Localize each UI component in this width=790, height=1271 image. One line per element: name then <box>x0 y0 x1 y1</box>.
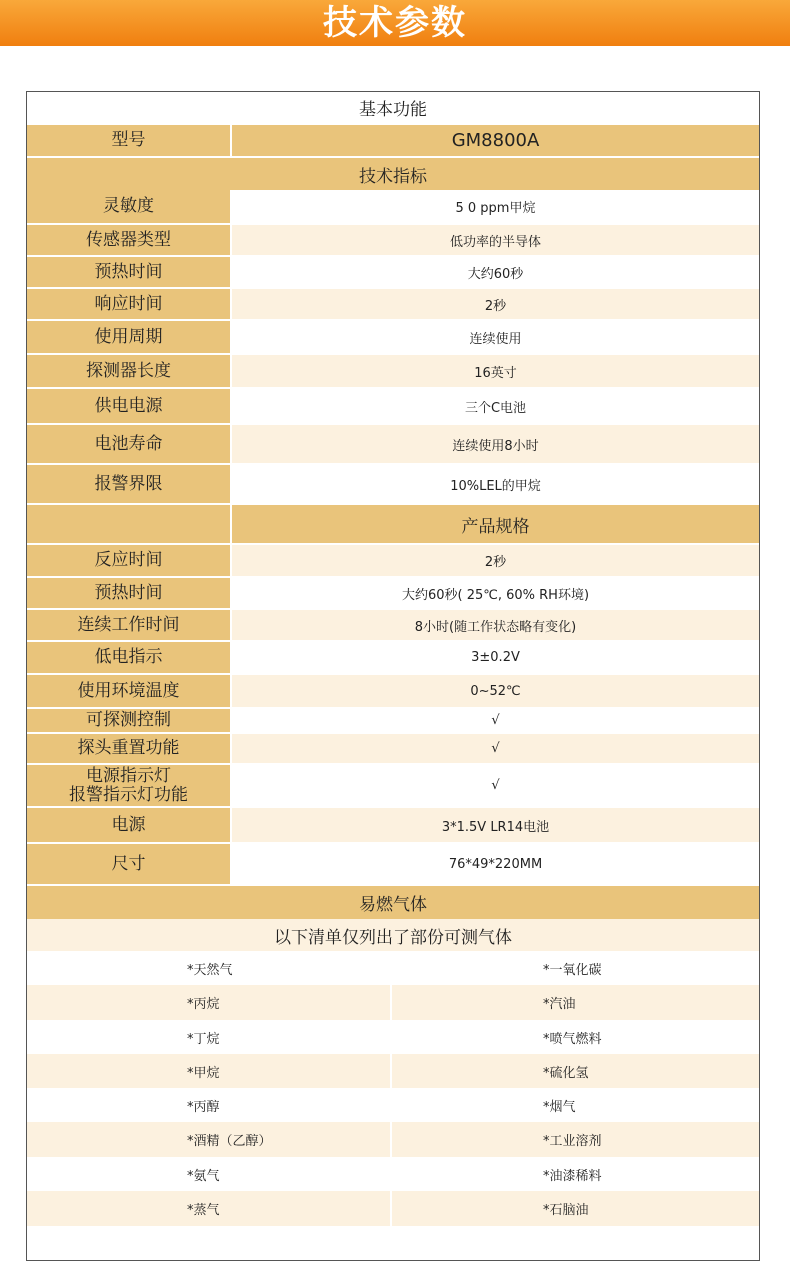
spec-label: 尺寸 <box>27 844 230 886</box>
model-row <box>27 123 759 156</box>
spec-value: 0~52℃ <box>232 675 759 709</box>
spec-label: 反应时间 <box>27 545 230 578</box>
gas-item: *丙烷 <box>27 985 392 1020</box>
title-banner <box>0 0 790 46</box>
tech-value: 大约60秒 <box>232 257 759 289</box>
gas-item: *汽油 <box>543 997 576 1012</box>
tech-label: 使用周期 <box>27 321 230 355</box>
gas-row <box>27 951 759 985</box>
tech-label: 预热时间 <box>27 257 230 289</box>
spec-row <box>27 642 759 675</box>
tech-row <box>27 225 759 257</box>
gas-row <box>27 1088 759 1122</box>
spec-value: √ <box>232 765 759 808</box>
spec-value: 3±0.2V <box>232 642 759 675</box>
tech-value: 10%LEL的甲烷 <box>232 465 759 505</box>
spec-row <box>27 808 759 844</box>
spec-label: 使用环境温度 <box>27 675 230 709</box>
tech-row <box>27 257 759 289</box>
spec-label: 低电指示 <box>27 642 230 675</box>
tech-value: 2秒 <box>232 289 759 321</box>
tech-row <box>27 321 759 355</box>
gas-item: *一氧化碳 <box>543 962 602 978</box>
page-title: 技术参数 <box>323 3 467 43</box>
spec-value: 大约60秒( 25℃, 60% RH环境) <box>232 578 759 610</box>
spec-table <box>26 91 760 1261</box>
gas-item: *喷气燃料 <box>543 1031 602 1047</box>
model-label: 型号 <box>27 123 230 156</box>
tech-value: 连续使用 <box>232 321 759 355</box>
spec-label: 可探测控制 <box>27 709 230 734</box>
gas-item: *石脑油 <box>543 1203 589 1218</box>
gas-item: *工业溶剂 <box>543 1134 602 1149</box>
spec-value: 3*1.5V LR14电池 <box>232 808 759 844</box>
spec-value: √ <box>232 709 759 734</box>
spec-row <box>27 734 759 765</box>
spec-header-blank <box>27 505 230 545</box>
spec-label: 连续工作时间 <box>27 610 230 642</box>
model-value: GM8800A <box>232 123 759 156</box>
tech-row <box>27 425 759 465</box>
spec-value: 8小时(随工作状态略有变化) <box>232 610 759 642</box>
gas-row <box>27 1020 759 1054</box>
spec-value: √ <box>232 734 759 765</box>
tech-value: 16英寸 <box>232 355 759 389</box>
tech-label: 响应时间 <box>27 289 230 321</box>
tech-row <box>27 289 759 321</box>
gas-item: *油漆稀料 <box>543 1168 602 1184</box>
tech-label: 电池寿命 <box>27 425 230 465</box>
tech-row <box>27 355 759 389</box>
spec-row <box>27 675 759 709</box>
gas-item: *天然气 <box>187 962 233 978</box>
gas-row <box>27 985 759 1020</box>
tech-value: 三个C电池 <box>232 389 759 425</box>
gases-subtitle: 以下清单仅列出了部份可测气体 <box>27 919 759 951</box>
spec-section-header-row <box>27 505 759 545</box>
basic-section-header: 基本功能 <box>27 92 759 123</box>
gas-item: *甲烷 <box>27 1054 392 1088</box>
spec-row <box>27 545 759 578</box>
spec-label: 探头重置功能 <box>27 734 230 765</box>
tech-label: 传感器类型 <box>27 225 230 257</box>
gas-item: *硫化氢 <box>543 1065 589 1081</box>
tech-label: 灵敏度 <box>27 190 230 225</box>
spec-section-header: 产品规格 <box>232 505 759 545</box>
spec-row <box>27 610 759 642</box>
gas-item: *烟气 <box>543 1099 576 1115</box>
tech-row <box>27 389 759 425</box>
tech-value: 连续使用8小时 <box>232 425 759 465</box>
spec-label: 电源 <box>27 808 230 844</box>
tech-value: 5 0 ppm甲烷 <box>232 190 759 225</box>
spec-row <box>27 578 759 610</box>
gas-item: *丙醇 <box>187 1099 220 1115</box>
gas-item: *氨气 <box>187 1168 220 1184</box>
spec-row <box>27 709 759 734</box>
gas-row <box>27 1122 759 1157</box>
spec-label: 预热时间 <box>27 578 230 610</box>
spec-value: 2秒 <box>232 545 759 578</box>
tech-value: 低功率的半导体 <box>232 225 759 257</box>
tech-row <box>27 190 759 225</box>
tech-label: 报警界限 <box>27 465 230 505</box>
spec-label: 电源指示灯 报警指示灯功能 <box>27 765 230 808</box>
spec-value: 76*49*220MM <box>232 844 759 886</box>
gas-item: *丁烷 <box>187 1031 220 1047</box>
spec-row <box>27 844 759 886</box>
tech-label: 供电电源 <box>27 389 230 425</box>
gas-row <box>27 1157 759 1191</box>
gases-section-header: 易燃气体 <box>27 886 759 919</box>
tech-section-header: 技术指标 <box>27 156 759 190</box>
gas-row <box>27 1054 759 1088</box>
gas-item: *蒸气 <box>27 1191 392 1226</box>
spec-row <box>27 765 759 808</box>
tech-label: 探测器长度 <box>27 355 230 389</box>
tech-row <box>27 465 759 505</box>
gas-item: *酒精（乙醇） <box>27 1122 392 1157</box>
gas-row <box>27 1191 759 1226</box>
